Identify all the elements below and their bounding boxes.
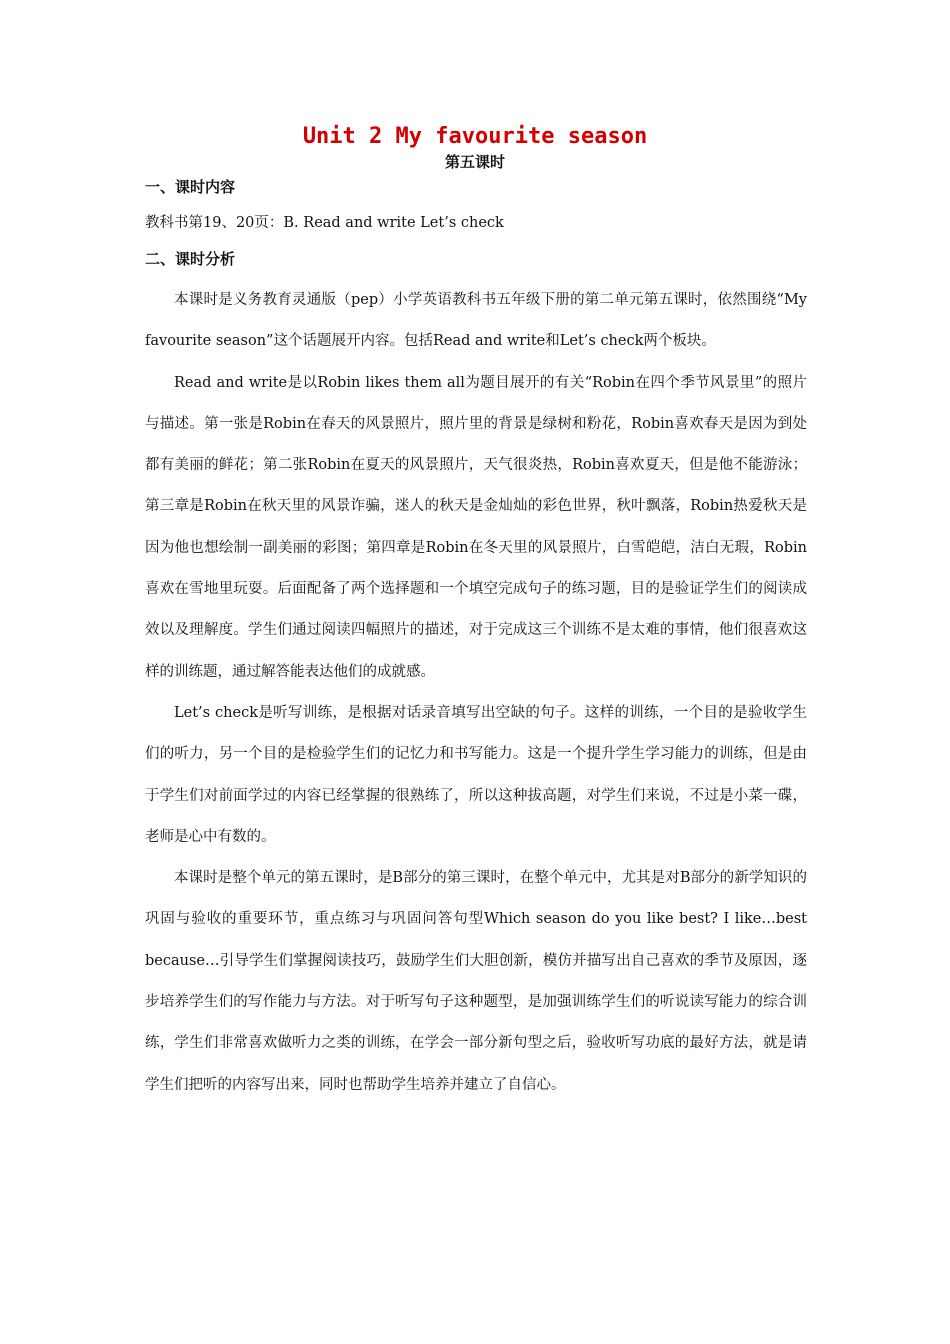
paragraph: 本课时是义务教育灵通版（pep）小学英语教科书五年级下册的第二单元第五课时，依然围绕“My favourite season”这个话题展开内容。包括Read and write和Let’s check两个板块。	[145, 292, 807, 350]
section-heading-analysis: 二、课时分析	[145, 250, 236, 268]
paragraph: Read and write是以Robin likes them all为题目展开的有关“Robin在四个季节风景里”的照片与描述。第一张是Robin在春天的风景照片，照片里的背景是绿树和粉花，Robin喜欢春天是因为到处都有美丽的鲜花；第二张Robin在夏天的风景照片，天气很炎热，Robin喜欢夏天，但是他不能游泳；第三章是Robin在秋天里的风景诈骗，迷人的秋天是金灿灿的彩色世界，秋叶飘落，Robin热爱秋天是因为他也想绘制一副美丽的彩图；第四章是Robin在冬天里的风景照片，白雪皑皑，洁白无瑕，Robin喜欢在雪地里玩耍。后面配备了两个选择题和一个填空完成句子的练习题，目的是验证学生们的阅读成效以及理解度。学生们通过阅读四幅照片的描述，对于完成这三个训练不是太难的事情，他们很喜欢这样的训练题，通过解答能表达他们的成就感。	[145, 374, 807, 680]
document-title: Unit 2 My favourite season	[302, 124, 648, 149]
analysis-body	[145, 280, 807, 1106]
paragraph: Let’s check是听写训练，是根据对话录音填写出空缺的句子。这样的训练，一个目的是验收学生们的听力，另一个目的是检验学生们的记忆力和书写能力。这是一个提升学生学习能力的训练，但是由于学生们对前面学过的内容已经掌握的很熟练了，所以这种拔高题，对学生们来说，不过是小菜一碟，老师是心中有数的。	[145, 704, 807, 845]
lesson-subtitle: 第五课时	[444, 153, 505, 171]
section-content-text: 教科书第19、20页：B. Read and write Let’s check	[145, 215, 504, 231]
section-heading-content: 一、课时内容	[145, 178, 236, 196]
paragraph: 本课时是整个单元的第五课时，是B部分的第三课时，在整个单元中，尤其是对B部分的新学知识的巩固与验收的重要环节，重点练习与巩固问答句型Which season do you like best? I like…best because…引导学生们掌握阅读技巧，鼓励学生们大胆创新，模仿并描写出自己喜欢的季节及原因，逐步培养学生们的写作能力与方法。对于听写句子这种题型，是加强训练学生们的听说读写能力的综合训练，学生们非常喜欢做听力之类的训练，在学会一部分新句型之后，验收听写功底的最好方法，就是请学生们把听的内容写出来，同时也帮助学生培养并建立了自信心。	[145, 870, 807, 1093]
